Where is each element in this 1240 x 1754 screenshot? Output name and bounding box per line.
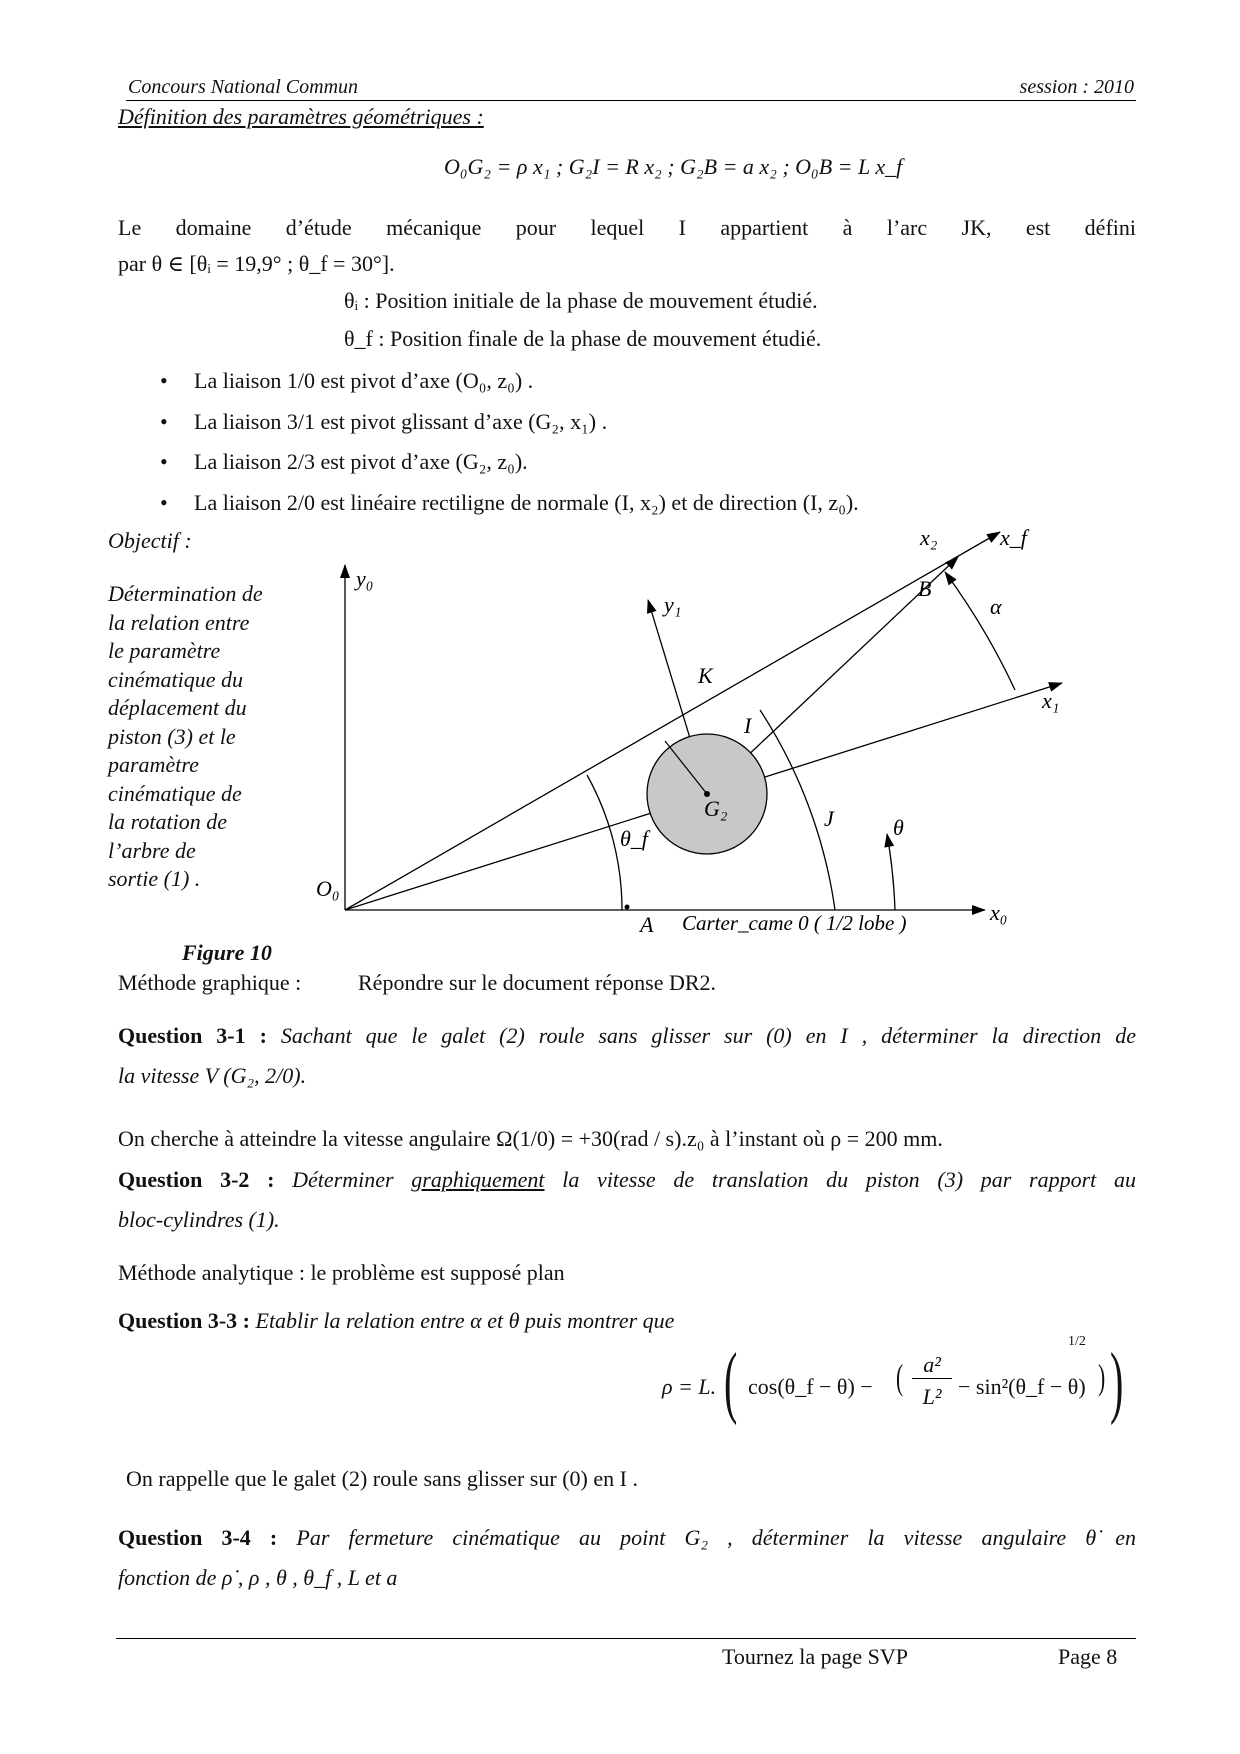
formula-paren-inner-close: ) [1098,1357,1106,1397]
q32-pre: Déterminer [292,1167,394,1192]
i-label: I [744,713,752,738]
x2-label: x₂ [920,525,938,550]
formula-paren-inner-open: ( [896,1357,904,1397]
j-label: J [824,806,834,831]
q32-label: Question 3-2 : [118,1167,275,1192]
formula-frac-bar [912,1378,952,1379]
objectif-line: la relation entre [108,609,250,635]
liaison-text: La liaison 2/3 est pivot d’axe (G₂, z₀). [194,449,528,474]
q31-text: Sachant que le galet (2) roule sans glisser sur (0) en I , déterminer la direction de [280,1023,1137,1048]
q32-underlined: graphiquement [411,1167,545,1192]
objectif-line: cinématique du [108,666,244,692]
q33-label: Question 3-3 : [118,1308,250,1333]
objectif-line: l’arbre de [108,837,196,863]
question-3-3 [118,1308,674,1334]
theta-label: θ [893,815,904,840]
theta-f-label: θ_f [620,826,648,851]
domain-range: par θ ∈ [θᵢ = 19,9° ; θ_f = 30°]. [118,251,395,276]
objectif-line: paramètre [108,752,199,777]
objectif-line: sortie (1) . [108,866,201,891]
q31-label: Question 3-1 : [118,1023,267,1048]
method-analytic: Méthode analytique : le problème est supposé plan [118,1260,565,1285]
q33-text: Etablir la relation entre α et θ puis montrer que [255,1308,675,1333]
q34-label: Question 3-4 : [118,1525,278,1550]
question-3-4 [118,1518,1136,1598]
o0-label: O₀ [316,876,340,901]
alpha-label: α [990,594,1002,619]
objectif-line: déplacement du [108,695,247,720]
objectif-line: Détermination de [108,581,263,606]
formula-den: L² [922,1384,942,1409]
objectif-title: Objectif : [108,528,192,553]
carter-label: Carter_came 0 ( 1/2 lobe ) [682,911,907,935]
objectif-line: cinématique de [108,780,242,806]
header-left: Concours National Commun [128,76,359,98]
alpha-arc [945,572,1015,690]
method-graphic-text: Répondre sur le document réponse DR2. [358,970,717,995]
x0-label: x₀ [990,900,1008,925]
liaison-text: La liaison 3/1 est pivot glissant d’axe (G₂, x₁) . [194,409,608,434]
q34-line2: fonction de ρ̇ , ρ , θ , θ_f , L et a [118,1565,398,1590]
footer-center: Tournez la page SVP [722,1644,909,1669]
formula-cos: cos(θ_f − θ) − [748,1374,873,1399]
q31-line2: la vitesse V (G₂, 2/0). [118,1063,307,1088]
formula-lhs: ρ = L. [662,1374,717,1399]
liaison-text: La liaison 2/0 est linéaire rectiligne de normale (I, x₂) et de direction (I, z₀). [194,490,859,515]
x1-label: x₁ [1042,688,1060,713]
theta-f-arc [587,775,622,910]
y1-label: y₁ [664,592,682,617]
a-point [625,905,630,910]
bullet-icon: • [160,490,168,515]
header-right: session : 2010 [1019,76,1134,98]
question-3-1 [118,1016,1136,1096]
formula-sin: − sin²(θ_f − θ) [958,1374,1086,1399]
bullet-icon: • [160,449,168,474]
a-label: A [640,912,654,937]
y0-label: y₀ [356,566,374,591]
liaison-text: La liaison 1/0 est pivot d’axe (O₀, z₀) . [194,368,534,393]
xf-label: x_f [1000,525,1027,550]
formula-exponent: 1/2 [1068,1334,1086,1349]
objectif-line: le paramètre [108,638,221,663]
page-number: Page 8 [1058,1644,1118,1669]
q34-text: Par fermeture cinématique au point G₂ , déterminer la vitesse angulaire θ̇ en [296,1525,1137,1550]
b-label: B [918,576,932,601]
vector-definitions: O₀G₂ = ρ x₁ ; G₂I = R x₂ ; G₂B = a x₂ ; O₀B = L x_f [444,154,903,179]
domain-text: Le domaine d’étude mécanique pour lequel I appartient à l’arc JK, est défini [118,215,1136,240]
formula-paren-close: ) [1110,1338,1124,1426]
objectif-line: la rotation de [108,809,227,834]
figure-caption: Figure 10 [182,940,272,965]
objectif-line: piston (3) et le [108,723,236,749]
bullet-icon: • [160,368,168,393]
section-title: Définition des paramètres géométriques : [118,104,484,129]
theta-f-definition: θ_f : Position finale de la phase de mouvement étudié. [344,326,822,351]
theta-arc [887,834,895,910]
q32-line2: bloc-cylindres (1). [118,1207,280,1232]
theta-i-definition: θᵢ : Position initiale de la phase de mouvement étudié. [344,288,818,313]
method-graphic-label: Méthode graphique : [118,970,302,995]
formula-paren-open: ( [724,1338,738,1426]
q32-post: la vitesse de translation du piston (3) par rapport au [562,1167,1137,1192]
formula-rho [660,1334,1130,1440]
question-3-2 [118,1160,1136,1240]
xf-axis [345,532,1000,910]
bullet-icon: • [160,409,168,434]
k-label: K [698,663,713,688]
g2-label: G₂ [704,796,728,821]
omega-text: On cherche à atteindre la vitesse angulaire Ω(1/0) = +30(rad / s).z₀ à l’instant où ρ = 200 mm. [118,1126,943,1151]
recall-text: On rappelle que le galet (2) roule sans glisser sur (0) en I . [126,1466,638,1491]
formula-num: a² [923,1352,941,1377]
footer-rule [116,1638,1136,1639]
